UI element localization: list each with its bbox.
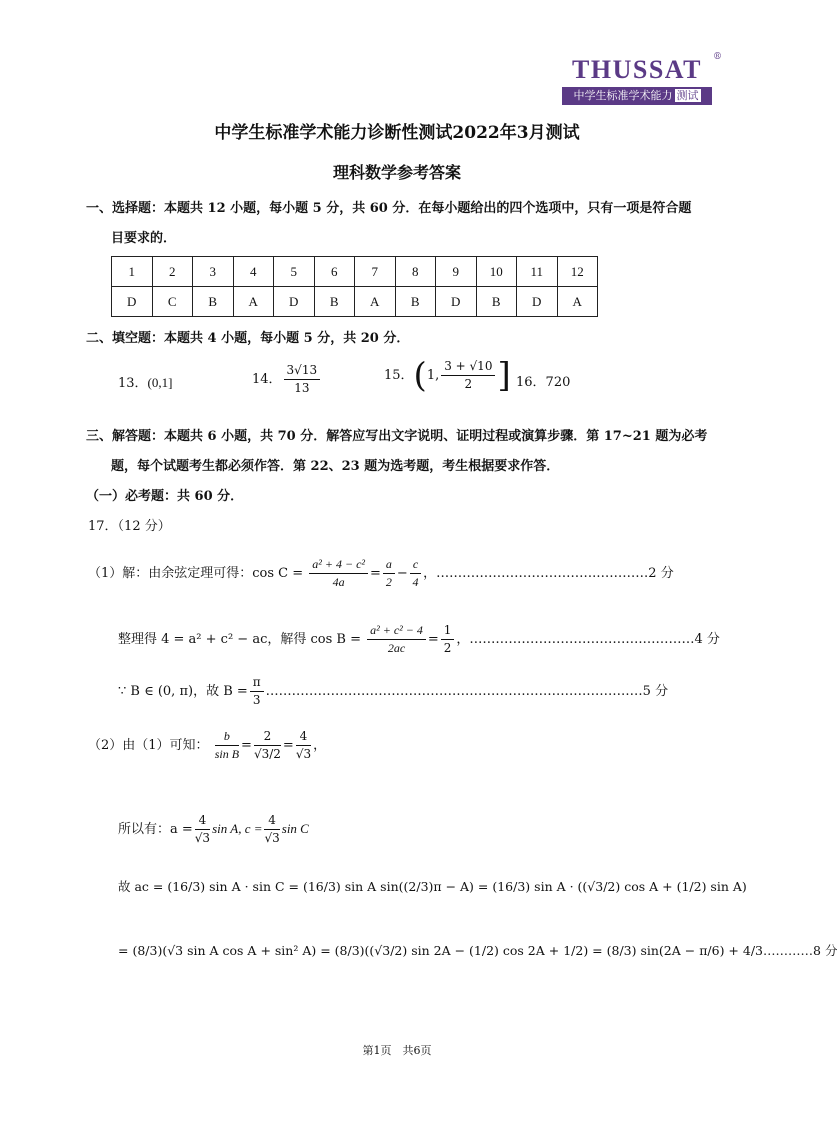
q15-label: 15．: [384, 368, 414, 383]
table-cell: D: [436, 287, 477, 317]
step4-fraction2: [254, 728, 281, 763]
step1-fraction: [309, 556, 368, 591]
table-cell: D: [517, 287, 558, 317]
answer-15: [384, 355, 511, 396]
q13-answer: (0,1]: [147, 375, 173, 390]
step1-fraction3: [410, 556, 421, 591]
q17-step3: [118, 674, 668, 709]
step2-fraction2: [441, 622, 455, 657]
step5-fraction2: [264, 812, 279, 847]
denominator: √3: [194, 831, 211, 845]
q15-left: 1,: [426, 368, 440, 383]
numerator: 3√13: [284, 362, 321, 380]
table-cell: B: [314, 287, 355, 317]
table-cell: 3: [193, 257, 234, 287]
denominator: 2ac: [387, 641, 406, 655]
table-cell: C: [152, 287, 193, 317]
section3-heading: 三、解答题：本题共 6 小题，共 70 分．解答应写出文字说明、证明过程或演算步骤．第 17~21 题为必考: [86, 429, 708, 444]
denominator: 4a: [332, 575, 345, 589]
step1-score: ，……………………………….…………2 分: [423, 566, 674, 581]
denominator: 2: [385, 575, 392, 589]
numerator: c: [410, 556, 421, 574]
step7-score: …………8 分: [763, 943, 837, 958]
numerator: a: [383, 556, 395, 574]
logo-tagline: 中学生标准学术能力: [573, 89, 673, 102]
table-cell: 5: [274, 257, 315, 287]
table-cell: D: [112, 287, 153, 317]
denominator: 4: [412, 575, 419, 589]
table-cell: A: [233, 287, 274, 317]
step5-end: sin C: [281, 821, 309, 836]
table-cell: 7: [355, 257, 396, 287]
step4-fraction: [215, 728, 239, 763]
section1-heading-cont: 目要求的．: [111, 231, 177, 246]
table-cell: 9: [436, 257, 477, 287]
denominator: √3: [264, 831, 280, 845]
answer-16: [516, 372, 570, 394]
page-footer: 第1页 共6页: [362, 1044, 432, 1057]
table-cell: B: [395, 287, 436, 317]
step2-prefix: 整理得 4 = a² + c² − ac，解得 cos B =: [118, 632, 361, 647]
q17-step2: [118, 622, 720, 657]
answer-table-number-row: [112, 257, 598, 287]
step5-fraction: [195, 812, 210, 847]
step4-prefix: （2）由（1）可知：: [88, 738, 209, 753]
equals: =: [241, 738, 252, 753]
step2-score: ，………………………………….…………4 分: [456, 632, 720, 647]
minus: −: [396, 566, 408, 581]
step5-mid: sin A, c =: [212, 821, 263, 836]
table-cell: A: [557, 287, 598, 317]
table-cell: 10: [476, 257, 517, 287]
registered-mark: ®: [713, 52, 722, 62]
step5-prefix: 所以有：a =: [118, 822, 193, 837]
numerator: 4: [195, 812, 210, 830]
answer-13: [118, 372, 172, 395]
table-cell: A: [355, 287, 396, 317]
table-cell: 6: [314, 257, 355, 287]
table-cell: 1: [112, 257, 153, 287]
step7-text: = (8/3)(√3 sin A cos A + sin² A) = (8/3)((√3/2) sin 2A − (1/2) cos 2A + 1/2) = (8/3) sin(2A − π/6) + 4/3: [118, 943, 764, 958]
q15-fraction: [441, 358, 495, 393]
table-cell: B: [476, 287, 517, 317]
q17-step1: [88, 556, 674, 591]
equals: =: [282, 738, 294, 753]
page-subtitle: 理科数学参考答案: [332, 163, 461, 182]
q13-label: 13．: [118, 376, 148, 391]
numerator: b: [215, 728, 239, 746]
denominator: 13: [294, 381, 310, 395]
numerator: 4: [296, 728, 311, 746]
answer-table-answer-row: [112, 287, 598, 317]
numerator: π: [250, 674, 264, 692]
table-cell: D: [274, 287, 315, 317]
q14-fraction: [284, 362, 321, 397]
q16-answer: 720: [545, 375, 571, 390]
page-title: 中学生标准学术能力诊断性测试2022年3月测试: [214, 123, 580, 143]
denominator: 2: [464, 377, 473, 391]
step3-prefix: ∵ B ∈ (0, π)，故 B =: [118, 684, 248, 699]
q17-step7: [118, 940, 837, 962]
section2-heading: 二、填空题：本题共 4 小题，每小题 5 分，共 20 分．: [86, 331, 410, 346]
thussat-logo: [562, 52, 722, 105]
denominator: √3/2: [253, 747, 281, 761]
section3-subheading: （一）必考题：共 60 分．: [86, 489, 244, 504]
q17-step6: 故 ac = (16/3) sin A · sin C = (16/3) sin A sin((2/3)π − A) = (16/3) sin A · ((√3/2) cos A + (1/2) sin A): [118, 879, 747, 894]
logo-tagline-bar: [562, 87, 712, 105]
table-cell: 12: [557, 257, 598, 287]
q16-label: 16．: [516, 375, 546, 390]
denominator: sin B: [214, 747, 240, 761]
denominator: 2: [443, 641, 452, 655]
denominator: √3: [295, 747, 312, 761]
step3-score: ……………………………………………………………………………5 分: [265, 684, 669, 699]
table-cell: 11: [517, 257, 558, 287]
section1-heading: 一、选择题：本题共 12 小题，每小题 5 分，共 60 分．在每小题给出的四个选项中，只有一项是符合题: [86, 201, 692, 216]
equals: =: [370, 566, 381, 581]
table-cell: 2: [152, 257, 193, 287]
step2-fraction: [367, 622, 426, 657]
right-bracket: ]: [497, 355, 511, 396]
numerator: 4: [264, 812, 279, 830]
table-cell: 4: [233, 257, 274, 287]
numerator: 3 + √10: [441, 358, 495, 376]
q17-step4: [88, 728, 326, 763]
q17-label: 17．（12 分）: [88, 519, 171, 534]
answer-14: [252, 362, 322, 397]
logo-tag-box: 测试: [676, 89, 699, 102]
step1-fraction2: [383, 556, 395, 591]
left-paren: (: [413, 355, 427, 396]
step3-fraction: [250, 674, 264, 709]
denominator: 3: [252, 693, 261, 707]
table-cell: B: [193, 287, 234, 317]
logo-word: THUSSAT: [572, 55, 702, 84]
q17-step5: [118, 812, 309, 847]
numerator: 2: [254, 728, 281, 746]
numerator: 1: [441, 622, 455, 640]
q14-label: 14．: [252, 372, 282, 387]
section3-heading-cont: 题，每个试题考生都必须作答．第 22、23 题为选考题，考生根据要求作答．: [111, 459, 560, 474]
table-cell: 8: [395, 257, 436, 287]
answer-table: [111, 256, 598, 317]
equals: =: [427, 632, 439, 647]
numerator: a² + 4 − c²: [309, 556, 368, 574]
numerator: a² + c² − 4: [367, 622, 426, 640]
step1-prefix: （1）解：由余弦定理可得：cos C =: [88, 566, 304, 581]
comma: ，: [313, 738, 327, 753]
step4-fraction3: [296, 728, 311, 763]
